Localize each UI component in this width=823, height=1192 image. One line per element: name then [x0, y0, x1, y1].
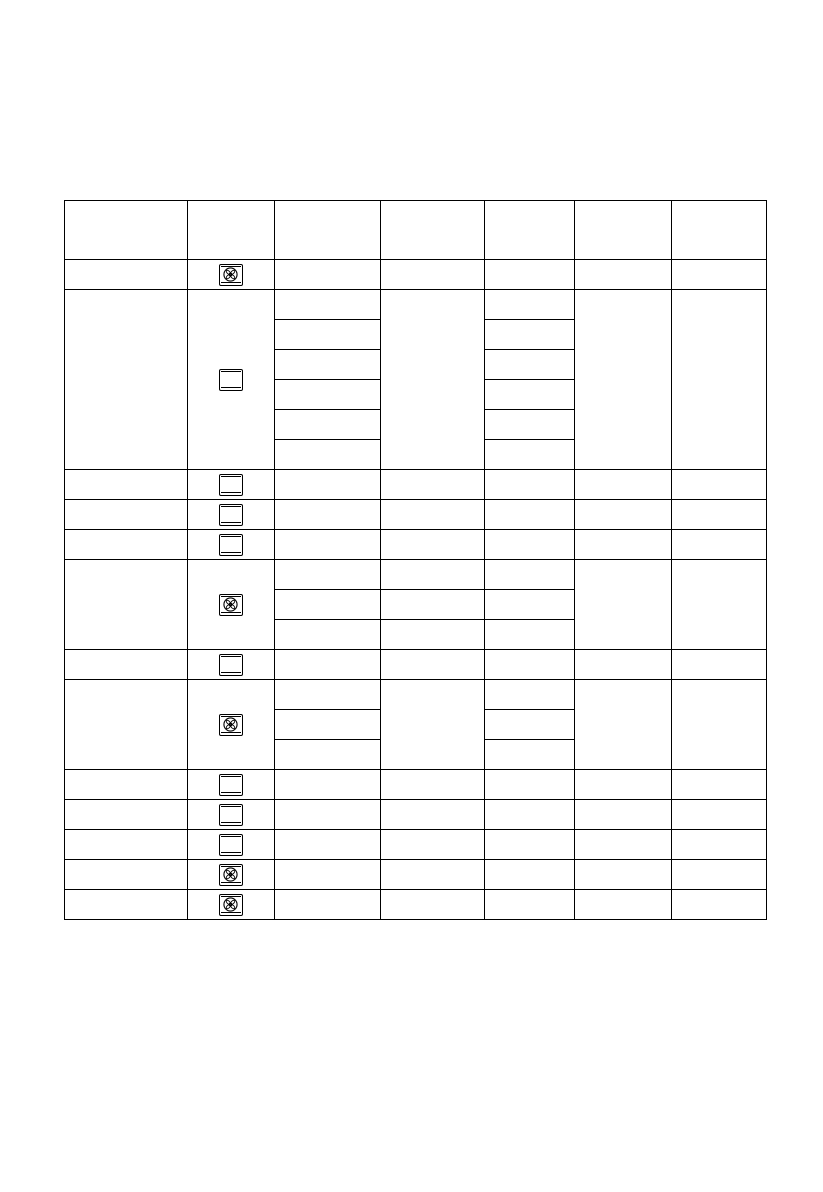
table-cell [65, 650, 188, 680]
table-row [65, 290, 767, 320]
table-cell [275, 290, 381, 320]
table-cell [65, 530, 188, 560]
table-row [65, 560, 767, 590]
icon-cell [188, 680, 275, 770]
table-cell [381, 560, 485, 590]
table-cell [275, 620, 381, 650]
table-cell [485, 440, 575, 470]
table-cell [275, 890, 381, 920]
table-cell [485, 800, 575, 830]
table-cell [672, 680, 767, 770]
icon-cell [188, 800, 275, 830]
table-header-row [65, 201, 767, 260]
table-cell [65, 560, 188, 650]
header-cell-6 [575, 201, 672, 260]
table-row [65, 470, 767, 500]
table-row [65, 770, 767, 800]
table-cell [275, 830, 381, 860]
table-cell [485, 590, 575, 620]
table-cell [65, 260, 188, 290]
table-cell [381, 290, 485, 470]
table-cell [575, 890, 672, 920]
icon-cell [188, 560, 275, 650]
table-cell [381, 650, 485, 680]
header-cell-4 [381, 201, 485, 260]
table-cell [381, 530, 485, 560]
table-cell [275, 410, 381, 440]
table-cell [275, 860, 381, 890]
table-cell [575, 800, 672, 830]
header-cell-1 [65, 201, 188, 260]
oven-icon [219, 834, 243, 856]
table-cell [275, 260, 381, 290]
table-cell [485, 530, 575, 560]
table-cell [485, 740, 575, 770]
table-cell [275, 740, 381, 770]
fan-oven-icon [219, 264, 243, 286]
table-cell [672, 890, 767, 920]
table-cell [275, 500, 381, 530]
table-cell [575, 260, 672, 290]
icon-cell [188, 470, 275, 500]
table-cell [575, 290, 672, 470]
header-cell-2 [188, 201, 275, 260]
table-cell [485, 860, 575, 890]
table-cell [672, 500, 767, 530]
table-row [65, 260, 767, 290]
table-row [65, 680, 767, 710]
table-cell [485, 470, 575, 500]
table-cell [485, 620, 575, 650]
table-cell [381, 500, 485, 530]
table-cell [275, 680, 381, 710]
table-cell [485, 770, 575, 800]
oven-icon [219, 534, 243, 556]
table-cell [672, 530, 767, 560]
table-cell [381, 620, 485, 650]
fan-oven-icon [219, 864, 243, 886]
table-cell [485, 680, 575, 710]
table-cell [672, 260, 767, 290]
icon-cell [188, 860, 275, 890]
table-cell [672, 650, 767, 680]
fan-oven-icon [219, 714, 243, 736]
table-cell [381, 590, 485, 620]
table-cell [275, 560, 381, 590]
table-cell [485, 380, 575, 410]
table-row [65, 800, 767, 830]
table-cell [275, 350, 381, 380]
icon-cell [188, 290, 275, 470]
table-cell [65, 470, 188, 500]
table-cell [275, 470, 381, 500]
table-cell [485, 710, 575, 740]
table-cell [381, 680, 485, 770]
icon-cell [188, 830, 275, 860]
table-cell [485, 500, 575, 530]
table-cell [275, 650, 381, 680]
table-cell [381, 770, 485, 800]
table-cell [575, 770, 672, 800]
table-cell [275, 380, 381, 410]
table-cell [275, 770, 381, 800]
table-cell [485, 830, 575, 860]
table-cell [381, 260, 485, 290]
header-cell-5 [485, 201, 575, 260]
table-cell [275, 590, 381, 620]
table-cell [575, 530, 672, 560]
table-cell [672, 860, 767, 890]
table-cell [575, 470, 672, 500]
table-cell [275, 710, 381, 740]
header-cell-7 [672, 201, 767, 260]
table-cell [275, 440, 381, 470]
table-cell [485, 560, 575, 590]
table-cell [485, 260, 575, 290]
cooking-table [64, 200, 767, 920]
table-cell [65, 290, 188, 470]
table-cell [65, 890, 188, 920]
table-row [65, 530, 767, 560]
table-cell [381, 860, 485, 890]
icon-cell [188, 260, 275, 290]
table-cell [381, 830, 485, 860]
table-cell [65, 770, 188, 800]
table-cell [275, 800, 381, 830]
icon-cell [188, 530, 275, 560]
table-cell [575, 500, 672, 530]
table-cell [575, 560, 672, 650]
table-cell [65, 680, 188, 770]
icon-cell [188, 770, 275, 800]
oven-icon [219, 474, 243, 496]
icon-cell [188, 890, 275, 920]
table-cell [672, 470, 767, 500]
table-cell [672, 290, 767, 470]
table-cell [65, 800, 188, 830]
table-cell [485, 650, 575, 680]
table-cell [275, 320, 381, 350]
table-cell [65, 830, 188, 860]
table-cell [381, 890, 485, 920]
oven-icon [219, 369, 243, 391]
table-cell [575, 650, 672, 680]
table-cell [575, 860, 672, 890]
table-cell [381, 470, 485, 500]
table-cell [672, 800, 767, 830]
fan-oven-icon [219, 594, 243, 616]
oven-icon [219, 504, 243, 526]
table-row [65, 860, 767, 890]
table-cell [485, 890, 575, 920]
table-row [65, 500, 767, 530]
oven-icon [219, 654, 243, 676]
table-cell [575, 680, 672, 770]
table-cell [672, 560, 767, 650]
table-cell [672, 830, 767, 860]
table-row [65, 830, 767, 860]
icon-cell [188, 650, 275, 680]
table-cell [275, 530, 381, 560]
table-cell [65, 860, 188, 890]
table-cell [485, 320, 575, 350]
table-cell [65, 500, 188, 530]
table-cell [485, 350, 575, 380]
icon-cell [188, 500, 275, 530]
header-cell-3 [275, 201, 381, 260]
table-row [65, 650, 767, 680]
table-cell [672, 770, 767, 800]
table-cell [575, 830, 672, 860]
table-cell [485, 290, 575, 320]
table-cell [485, 410, 575, 440]
oven-icon [219, 774, 243, 796]
fan-oven-icon [219, 894, 243, 916]
table-cell [381, 800, 485, 830]
oven-icon [219, 804, 243, 826]
table-row [65, 890, 767, 920]
